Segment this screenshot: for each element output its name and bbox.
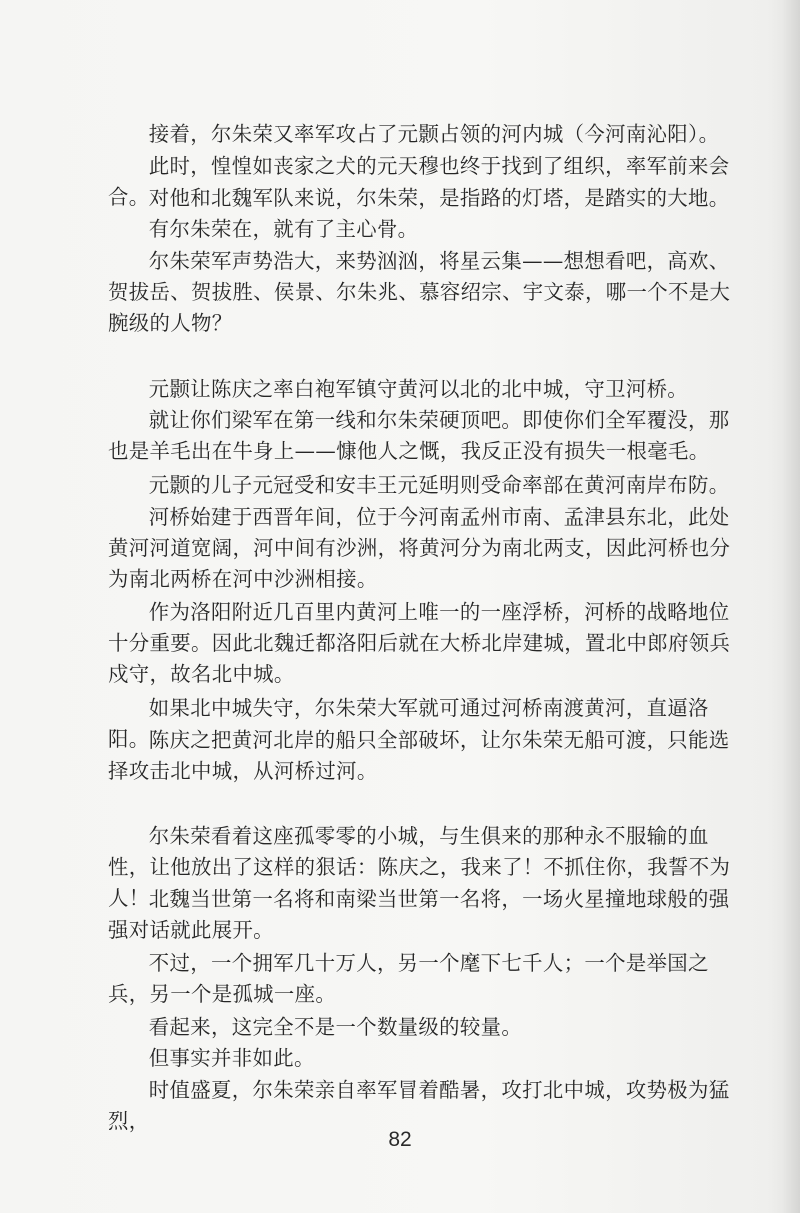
paragraph: 如果北中城失守，尔朱荣大军就可通过河桥南渡黄河，直逼洛阳。 — [108, 696, 709, 751]
paragraph: 元颢让陈庆之率白袍军镇守黄河以北的北中城，守卫河桥。 — [148, 377, 689, 401]
paragraph: 元颢的儿子元冠受和安丰王元延明则受命率部在黄河南岸布防。 — [148, 473, 730, 497]
paragraph: 尔朱荣看着这座孤零零的小城，与生俱来的那种永不服输的血性，让他放出了这样的狠话：陈庆之，我来了！不抓住你，我誓不为人！ — [108, 824, 731, 910]
paragraph: 看起来，这完全不是一个数量级的较量。 — [148, 1015, 523, 1039]
page-spine-shadow — [782, 0, 800, 1213]
paragraph: 对他和北魏军队来说，尔朱荣，是指路的灯塔，是踏实的大地。 — [148, 186, 730, 210]
paragraph: 就让你们梁军在第一线和尔朱荣硬顶吧。即使你们全军覆没，那也是羊毛出在牛身上——慷他人之慨，我反正没有损失一根毫毛。 — [108, 408, 730, 463]
paragraph: 接着，尔朱荣又率军攻占了元颢占领的河内城（今河南沁阳）。 — [148, 122, 720, 146]
paragraph: 不过，一个拥军几十万人，另一个麾下七千人；一个是举国之兵，另一个是孤城一座。 — [108, 951, 709, 1006]
page-number: 82 — [388, 1128, 412, 1151]
paragraph: 时值盛夏，尔朱荣亲自率军冒着酷暑，攻打北中城，攻势极为猛烈， — [108, 1078, 730, 1133]
paragraph: 有尔朱荣在，就有了主心骨。 — [148, 217, 419, 241]
paragraph: 作为洛阳附近几百里内黄河上唯一的一座浮桥，河桥的战略地位十分重要。因此北魏迁都洛阳后就在大桥北岸建城，置北中郎府领兵戍守，故名北中城。 — [108, 600, 731, 686]
paragraph: 但事实并非如此。 — [148, 1046, 315, 1070]
paragraph: 河桥始建于西晋年间，位于今河南孟州市南、孟津县东北，此处黄河河道宽阔，河中间有沙洲，将黄河分为南北两支，因此河桥也分为南北两桥在河中沙洲相接。 — [108, 505, 731, 591]
paragraph: 此时，惶惶如丧家之犬的元天穆也终于找到了组织，率军前来会合。 — [108, 154, 730, 209]
paragraph: 尔朱荣军声势浩大，来势汹汹，将星云集——想想看吧，高欢、贺拔岳、贺拔胜、侯景、尔朱兆、慕容绍宗、宇文泰，哪一个不是大腕级的人物？ — [108, 249, 731, 335]
paragraph: 陈庆之把黄河北岸的船只全部破坏，让尔朱荣无船可渡，只能选择攻击北中城，从河桥过河。 — [108, 728, 730, 783]
paragraph: 北魏当世第一名将和南梁当世第一名将，一场火星撞地球般的强强对话就此展开。 — [108, 887, 730, 942]
